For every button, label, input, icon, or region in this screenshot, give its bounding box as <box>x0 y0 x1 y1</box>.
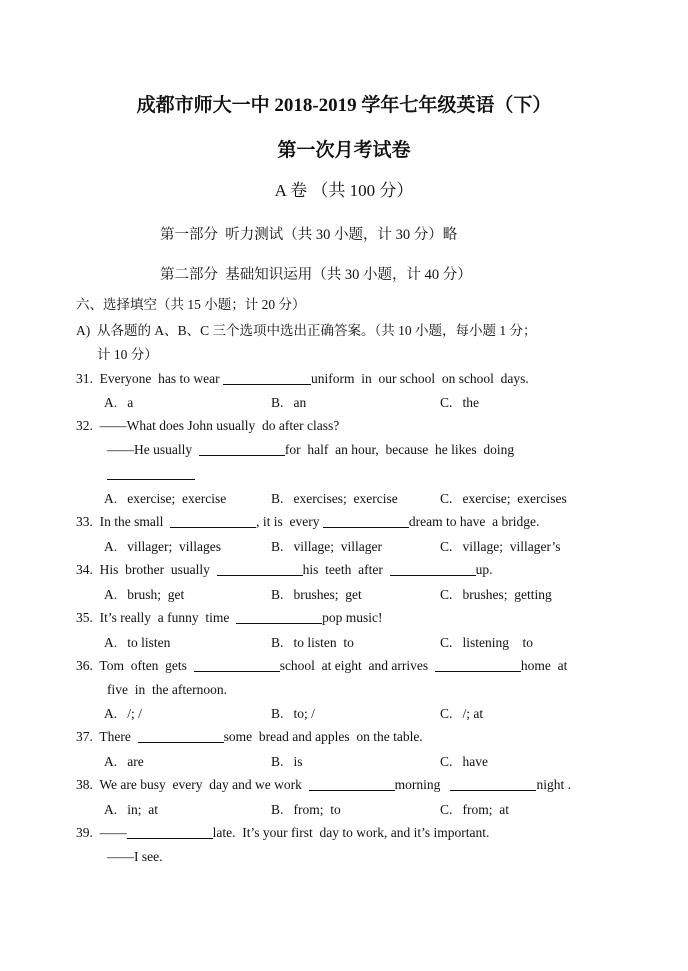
section-a-instruction-line-2: 计 10 分） <box>97 347 158 362</box>
answer-blank <box>138 728 224 743</box>
answer-blank <box>223 370 311 385</box>
option-a: A. to listen <box>104 635 171 650</box>
question-39 <box>76 824 489 842</box>
question-text: We are busy every day and we work <box>99 777 309 792</box>
question-36-line-2: five in the afternoon. <box>107 682 227 697</box>
question-text: It’s really a funny time <box>99 610 237 625</box>
question-number: 31. <box>76 371 93 386</box>
part-2-heading: 第二部分 基础知识运用（共 30 小题，计 40 分） <box>160 267 472 283</box>
option-b: B. is <box>271 754 303 769</box>
question-36 <box>76 657 567 675</box>
question-38 <box>76 776 571 794</box>
title-line-1: 成都市师大一中 2018-2019 学年七年级英语（下） <box>136 95 552 116</box>
option-c: C. the <box>440 395 479 410</box>
title-line-3: A 卷 （共 100 分） <box>274 181 414 200</box>
section-6-heading: 六、选择填空（共 15 小题；计 20 分） <box>76 297 306 312</box>
question-text: night . <box>536 777 571 792</box>
option-c: C. /; at <box>440 706 484 721</box>
answer-blank <box>127 824 213 839</box>
question-number: 35. <box>76 610 93 625</box>
answer-blank <box>390 561 476 576</box>
option-b: B. exercises; exercise <box>271 491 398 506</box>
option-a: A. exercise; exercise <box>104 491 227 506</box>
section-a-instruction-line-1: A) 从各题的 A、B、C 三个选项中选出正确答案。（共 10 小题，每小题 1 分； <box>76 323 537 338</box>
question-text: Tom often gets <box>99 658 194 673</box>
question-text: There <box>99 729 138 744</box>
question-text: —— <box>99 825 127 840</box>
question-text: uniform in our school on school days. <box>310 371 529 386</box>
title-line-2: 第一次月考试卷 <box>277 140 411 161</box>
question-text: pop music! <box>322 610 383 625</box>
option-b: B. to listen to <box>271 635 354 650</box>
question-text: late. It’s your first day to work, and it’s important. <box>212 825 490 840</box>
option-a: A. brush; get <box>104 587 185 602</box>
question-31 <box>76 370 529 388</box>
question-text: up. <box>475 562 493 577</box>
answer-blank <box>217 561 303 576</box>
option-b: B. to; / <box>271 706 315 721</box>
question-text: In the small <box>99 514 171 529</box>
question-number: 39. <box>76 825 93 840</box>
question-text: for half an hour, because he likes doing <box>284 442 515 457</box>
question-number: 36. <box>76 658 93 673</box>
option-a: A. a <box>104 395 134 410</box>
option-b: B. an <box>271 395 307 410</box>
question-number: 38. <box>76 777 93 792</box>
question-text: dream to have a bridge. <box>408 514 540 529</box>
option-a: A. villager; villages <box>104 539 221 554</box>
question-text: His brother usually <box>99 562 217 577</box>
question-33 <box>76 513 539 531</box>
question-32-line-2 <box>107 441 514 459</box>
part-1-heading: 第一部分 听力测试（共 30 小题，计 30 分）略 <box>160 227 458 243</box>
question-34 <box>76 561 492 579</box>
question-text: , it is every <box>256 514 323 529</box>
question-text: school at eight and arrives <box>279 658 435 673</box>
option-a: A. /; / <box>104 706 142 721</box>
question-text: ——He usually <box>107 442 199 457</box>
option-a: A. in; at <box>104 802 158 817</box>
option-a: A. are <box>104 754 144 769</box>
question-32-line-3 <box>107 465 195 483</box>
option-b: B. brushes; get <box>271 587 362 602</box>
option-c: C. exercise; exercises <box>440 491 567 506</box>
answer-blank <box>236 609 322 624</box>
answer-blank <box>309 776 395 791</box>
question-text: Everyone has to wear <box>99 371 223 386</box>
question-number: 34. <box>76 562 93 577</box>
question-32 <box>76 417 339 435</box>
option-c: C. have <box>440 754 488 769</box>
answer-blank <box>107 465 195 480</box>
answer-blank <box>450 776 536 791</box>
question-text: home at <box>520 658 568 673</box>
question-text: his teeth after <box>302 562 390 577</box>
answer-blank <box>194 657 280 672</box>
question-text: some bread and apples on the table. <box>223 729 423 744</box>
option-c: C. village; villager’s <box>440 539 561 554</box>
question-number: 33. <box>76 514 93 529</box>
option-c: C. brushes; getting <box>440 587 552 602</box>
question-text: morning <box>394 777 451 792</box>
option-c: C. listening to <box>440 635 534 650</box>
option-c: C. from; at <box>440 802 509 817</box>
question-35 <box>76 609 382 627</box>
question-number: 37. <box>76 729 93 744</box>
option-b: B. village; villager <box>271 539 382 554</box>
answer-blank <box>199 441 285 456</box>
question-number: 32. <box>76 418 93 433</box>
question-text: ——What does John usually do after class? <box>99 418 340 433</box>
answer-blank <box>323 513 409 528</box>
question-37 <box>76 728 423 746</box>
question-39-line-2: ——I see. <box>107 849 163 864</box>
option-b: B. from; to <box>271 802 341 817</box>
answer-blank <box>170 513 256 528</box>
answer-blank <box>435 657 521 672</box>
